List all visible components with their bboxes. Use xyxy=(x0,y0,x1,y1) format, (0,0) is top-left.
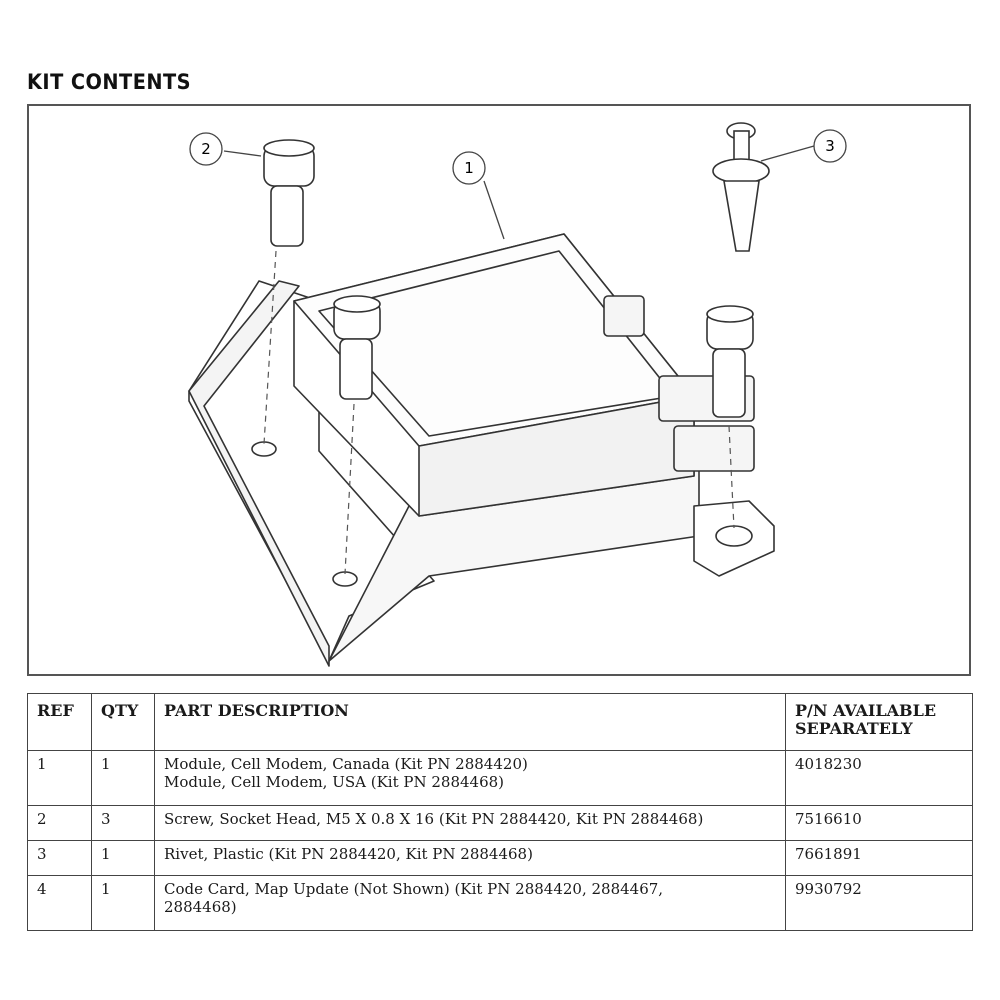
callout-label-1: 1 xyxy=(464,159,474,177)
table-row xyxy=(28,751,973,806)
cell-qty: 1 xyxy=(92,841,155,876)
description-line: Screw, Socket Head, M5 X 0.8 X 16 (Kit PN 2884420, Kit PN 2884468) xyxy=(164,810,704,828)
bracket-hole-bottom xyxy=(333,572,357,586)
cell-description xyxy=(155,806,786,841)
description-line: Code Card, Map Update (Not Shown) (Kit PN 2884420, 2884467, xyxy=(164,880,664,898)
callout-label-3: 3 xyxy=(825,137,835,155)
cell-qty: 1 xyxy=(92,751,155,806)
table-row xyxy=(28,841,973,876)
table-row xyxy=(28,876,973,931)
cell-qty: 1 xyxy=(92,876,155,931)
bracket-hole-left xyxy=(252,442,276,456)
cell-part-number: 9930792 xyxy=(786,876,973,931)
cell-description xyxy=(155,876,786,931)
cell-qty: 3 xyxy=(92,806,155,841)
header-description: PART DESCRIPTION xyxy=(155,694,786,751)
screw-top-left xyxy=(264,140,314,246)
table-header-row xyxy=(28,694,973,751)
header-pn-line1: P/N AVAILABLE xyxy=(795,701,937,720)
parts-table xyxy=(27,693,973,931)
cell-ref: 3 xyxy=(28,841,92,876)
cell-description xyxy=(155,751,786,806)
header-ref: REF xyxy=(28,694,92,751)
cell-part-number: 7516610 xyxy=(786,806,973,841)
description-line: Rivet, Plastic (Kit PN 2884420, Kit PN 2884468) xyxy=(164,845,533,863)
description-line: Module, Cell Modem, Canada (Kit PN 2884420) xyxy=(164,755,528,773)
page-title: KIT CONTENTS xyxy=(27,70,192,94)
callout-label-2: 2 xyxy=(201,140,211,158)
header-part-number xyxy=(786,694,973,751)
exploded-view-drawing xyxy=(29,106,969,674)
cell-ref: 2 xyxy=(28,806,92,841)
header-pn-line2: SEPARATELY xyxy=(795,719,913,738)
bracket-hole-right xyxy=(716,526,752,546)
description-line: 2884468) xyxy=(164,898,237,916)
cell-description xyxy=(155,841,786,876)
connector-right-lower xyxy=(674,426,754,471)
description-line: Module, Cell Modem, USA (Kit PN 2884468) xyxy=(164,773,505,791)
cell-ref: 4 xyxy=(28,876,92,931)
cell-part-number: 7661891 xyxy=(786,841,973,876)
header-qty: QTY xyxy=(92,694,155,751)
kit-illustration xyxy=(27,104,971,676)
cell-part-number: 4018230 xyxy=(786,751,973,806)
connector-upper xyxy=(604,296,644,336)
cell-ref: 1 xyxy=(28,751,92,806)
rivet xyxy=(713,123,769,251)
table-row xyxy=(28,806,973,841)
